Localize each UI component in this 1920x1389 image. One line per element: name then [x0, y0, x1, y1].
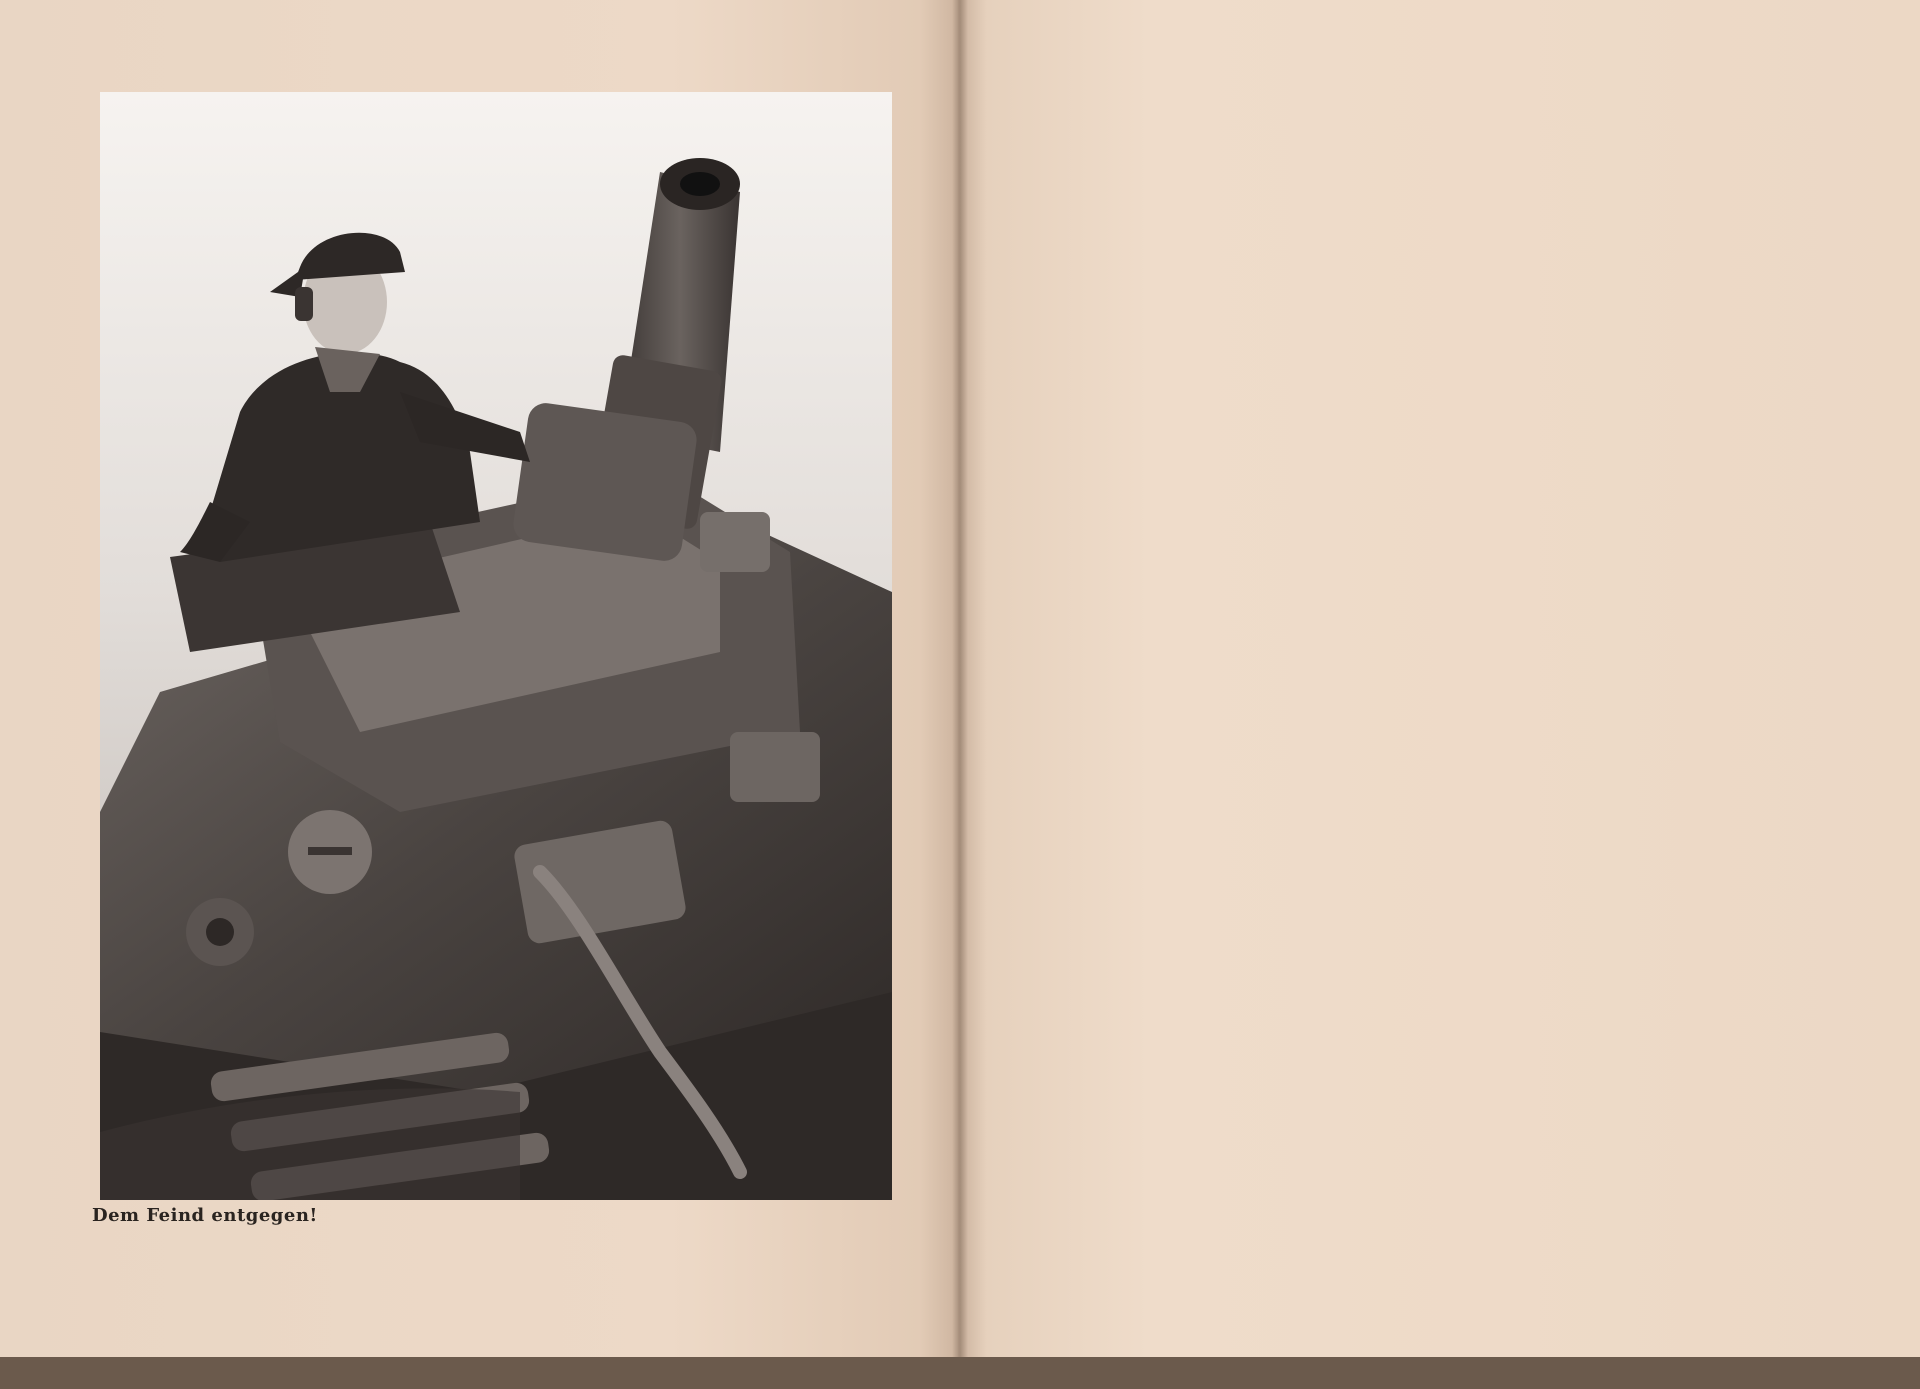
photo-caption: Dem Feind entgegen!: [92, 1205, 318, 1226]
tank-photo: [100, 92, 892, 1200]
tank-illustration: [100, 92, 892, 1200]
right-page: [958, 0, 1920, 1357]
left-page: [0, 0, 958, 1357]
